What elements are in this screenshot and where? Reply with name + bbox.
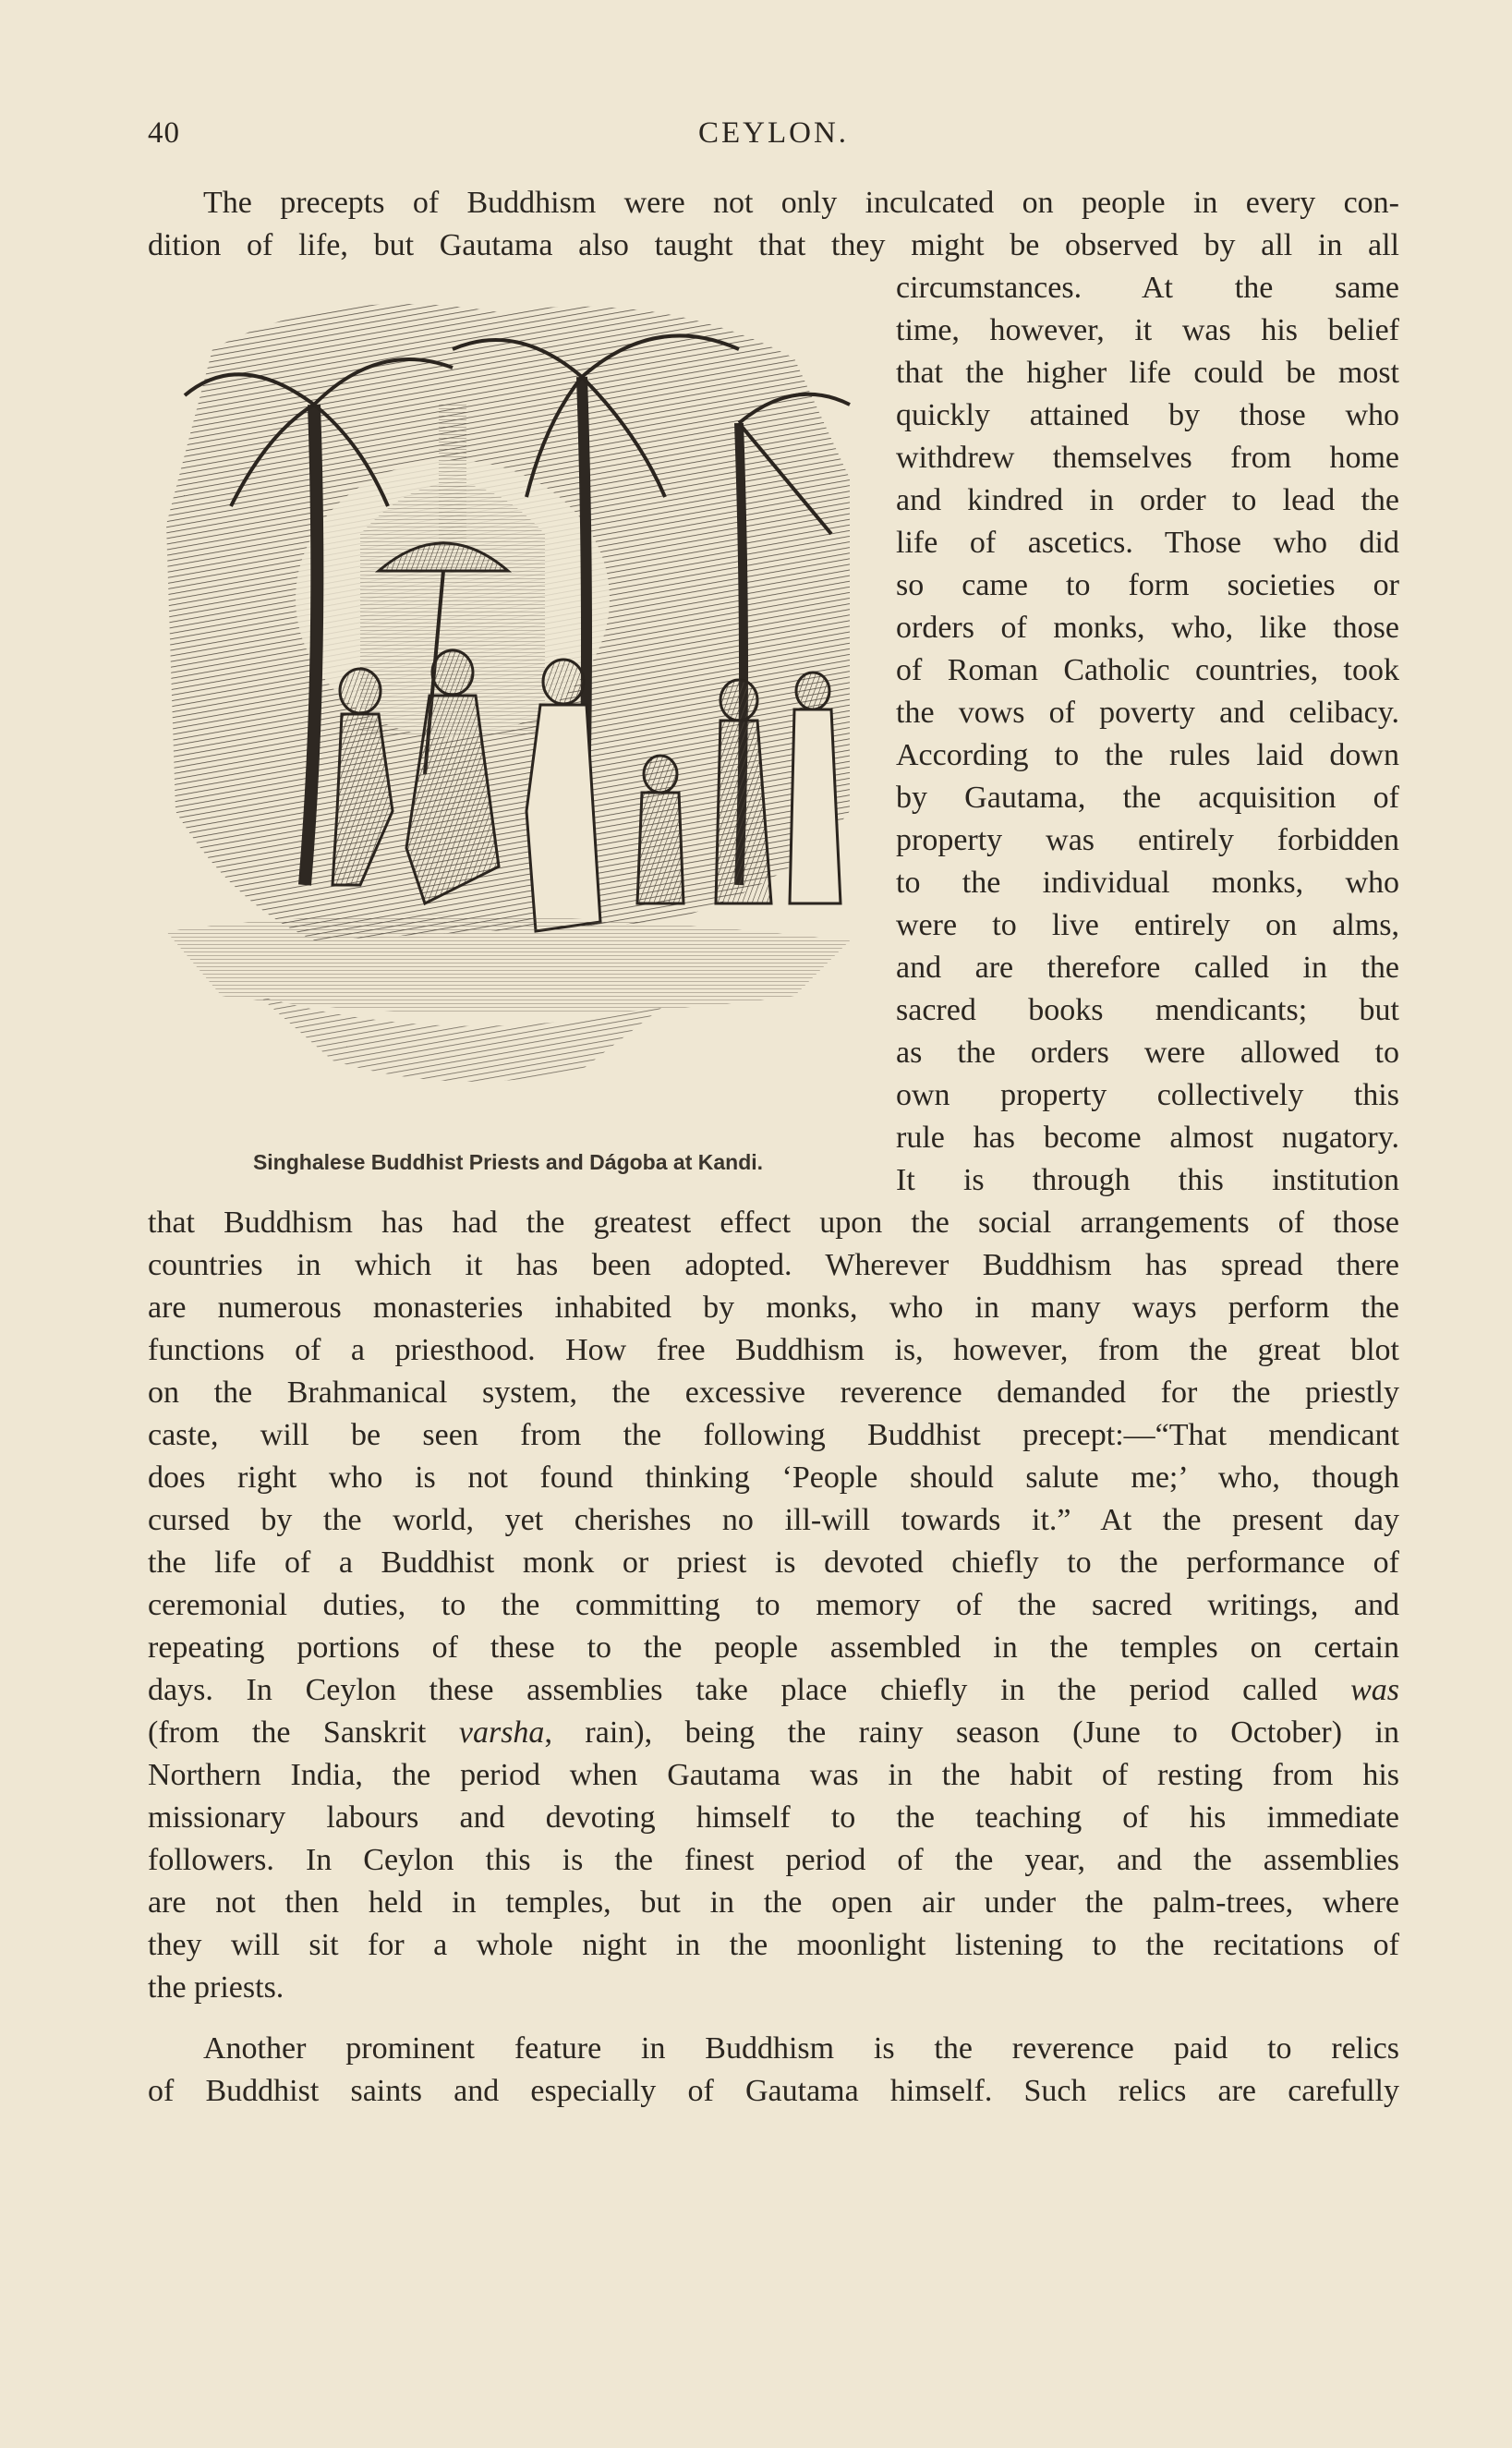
text-line: by Gautama, the acquisition of — [896, 781, 1399, 815]
text-line: repeating portions of these to the people assembled in the temples on certain — [148, 1630, 1399, 1665]
text-run: , rain), being the rainy season (June to October) in — [544, 1715, 1399, 1750]
italic-term: was — [1350, 1673, 1399, 1707]
text-line: of Roman Catholic countries, took — [896, 653, 1399, 687]
text-line: the life of a Buddhist monk or priest is devoted chiefly to the performance of — [148, 1545, 1399, 1580]
running-header — [148, 116, 1399, 163]
text-line: dition of life, but Gautama also taught that they might be observed by all in all — [148, 228, 1399, 262]
text-line: of Buddhist saints and especially of Gautama himself. Such relics are carefully — [148, 2074, 1399, 2108]
text-line: so came to form societies or — [896, 568, 1399, 602]
text-line: countries in which it has been adopted. Wherever Buddhism has spread there — [148, 1248, 1399, 1282]
text-line: orders of monks, who, like those — [896, 611, 1399, 645]
text-run: days. In Ceylon these assemblies take place chiefly in the period called — [148, 1673, 1351, 1707]
figure-caption: Singhalese Buddhist Priests and Dágoba at Kandi. — [252, 1150, 764, 1174]
text-line: functions of a priesthood. How free Buddhism is, however, from the great blot — [148, 1333, 1399, 1367]
text-line: as the orders were allowed to — [896, 1036, 1399, 1070]
text-line: the vows of poverty and celibacy. — [896, 696, 1399, 730]
text-line: sacred books mendicants; but — [896, 993, 1399, 1027]
text-line: and are therefore called in the — [896, 951, 1399, 985]
text-line: cursed by the world, yet cherishes no ill-will towards it.” At the present day — [148, 1503, 1399, 1537]
text-line: to the individual monks, who — [896, 866, 1399, 900]
text-line: on the Brahmanical system, the excessive reverence demanded for the priestly — [148, 1375, 1399, 1410]
text-line: the priests. — [148, 1970, 284, 2005]
text-line: According to the rules laid down — [896, 738, 1399, 772]
text-line: circumstances. At the same — [896, 271, 1399, 305]
text-line: rule has become almost nugatory. — [896, 1121, 1399, 1155]
running-title: CEYLON. — [697, 116, 850, 150]
text-line: own property collectively this — [896, 1078, 1399, 1112]
text-line: Northern India, the period when Gautama was in the habit of resting from his — [148, 1758, 1399, 1792]
page-number: 40 — [148, 116, 180, 150]
text-line — [148, 1669, 1399, 1712]
text-line: The precepts of Buddhism were not only inculcated on people in every con- — [203, 186, 1399, 220]
text-line: time, however, it was his belief — [896, 313, 1399, 347]
text-line: ceremonial duties, to the committing to memory of the sacred writings, and — [148, 1588, 1399, 1622]
text-run: (from the Sanskrit — [148, 1715, 459, 1750]
engraving-illustration — [148, 294, 868, 1144]
text-line: withdrew themselves from home — [896, 441, 1399, 475]
italic-term: varsha — [458, 1715, 545, 1750]
text-line: were to live entirely on alms, — [896, 908, 1399, 942]
text-line: that Buddhism has had the greatest effect upon the social arrangements of those — [148, 1206, 1399, 1240]
text-line: followers. In Ceylon this is the finest period of the year, and the assemblies — [148, 1843, 1399, 1877]
text-line: are not then held in temples, but in the open air under the palm-trees, where — [148, 1885, 1399, 1920]
text-line: they will sit for a whole night in the moonlight listening to the recitations of — [148, 1928, 1399, 1962]
text-line: caste, will be seen from the following Buddhist precept:—“That mendicant — [148, 1418, 1399, 1452]
text-line: are numerous monasteries inhabited by monks, who in many ways perform the — [148, 1291, 1399, 1325]
text-line: does right who is not found thinking ‘People should salute me;’ who, though — [148, 1460, 1399, 1495]
text-line: missionary labours and devoting himself to the teaching of his immediate — [148, 1800, 1399, 1835]
text-line: property was entirely forbidden — [896, 823, 1399, 857]
text-line: Another prominent feature in Buddhism is the reverence paid to relics — [203, 2031, 1399, 2066]
text-line: quickly attained by those who — [896, 398, 1399, 432]
text-line: life of ascetics. Those who did — [896, 526, 1399, 560]
text-line: that the higher life could be most — [896, 356, 1399, 390]
text-line: It is through this institution — [896, 1163, 1399, 1197]
text-line — [148, 1712, 1399, 1754]
text-line: and kindred in order to lead the — [896, 483, 1399, 517]
